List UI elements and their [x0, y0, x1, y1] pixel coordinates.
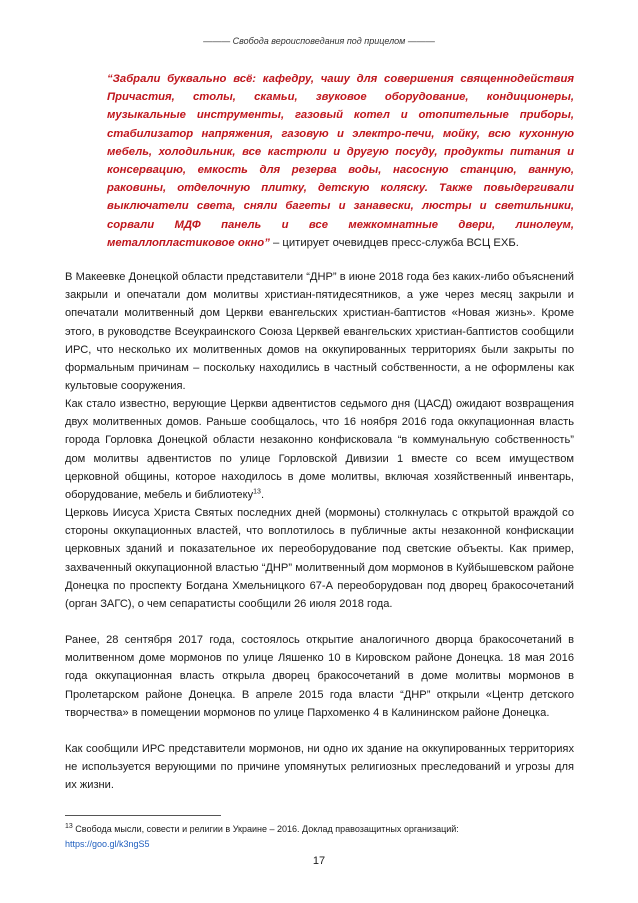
running-header: ——— Свобода вероисповедания под прицелом ——— — [203, 36, 435, 46]
footnote-number: 13 — [65, 823, 73, 830]
footnote — [65, 822, 574, 852]
quote-emphasized-text: “Забрали буквально всё: кафедру, чашу для совершения священнодействия Причастия, столы, скамьи, звуковое оборудование, кондиционеры, музыкальные инструменты, газовый котел и отопительные приборы, стабилизатор напряжения, газовую и электро-печи, мойку, всю кухонную мебель, холодильник, все кастрюли и другую посуду, продукты питания и консервацию, емкость для резерва воды, насосную станцию, ванную, раковины, отделочную плитку, детскую коляску. Также повыдергивали выключатели света, сняли багеты и занавески, люстры и светильники, сорвали МДФ панель и все межкомнатные двери, линолеум, металлопластиковое окно” — [107, 73, 574, 249]
paragraph: Как сообщили ИРС представители мормонов, ни одно их здание на оккупированных территориях не используется верующими по причине упомянутых религиозных преследований и угрозы для их жизни. — [65, 743, 574, 792]
footnote-reference[interactable]: 13 — [253, 488, 261, 496]
paragraph: Ранее, 28 сентября 2017 года, состоялось открытие аналогичного дворца бракосочетаний в молитвенном доме мормонов по улице Ляшенко 10 в Кировском районе Донецка. 18 мая 2016 года оккупационная власть открыла дворец бракосочетаний в доме молитвы мормонов в Пролетарском районе Донецка. В апреле 2015 года власти “ДНР” открыли «Центр детского творчества» в помещении мормонов по улице Пархоменко 4 в Калининском районе Донецка. — [65, 634, 574, 719]
paragraph: Церковь Иисуса Христа Святых последних дней (мормоны) столкнулась с открытой враждой со стороны оккупационных властей, что воплотилось в публичные акты незаконной конфискации церковных зданий и показательное их переоборудование под светские объекты. Как пример, захваченный оккупационной властью “ДНР” молитвенный дом мормонов в Куйбышевском районе Донецка по проспекту Богдана Хмельницкого 67-А переоборудован под дворец бракосочетаний (орган ЗАГС), о чем сепаратисты сообщили 26 июля 2018 года. — [65, 507, 574, 611]
paragraph-end-punctuation: . — [260, 489, 265, 502]
paragraph-text: Как стало известно, верующие Церкви адвентистов седьмого дня (ЦАСД) ожидают возвращения двух молитвенных домов. Раньше сообщалось, что 16 ноября 2016 года оккупационная власть города Горловка Донецкой области незаконно конфисковала “в коммунальную собственность” дом молитвы адвентистов по улице Горловской Дивизии 1 вместе со всем имуществом церковной общины, которое находилось в доме молитвы, включая хозяйственный инвентарь, оборудование, мебель и библиотеку — [65, 398, 574, 502]
footnote-divider — [65, 815, 221, 816]
paragraph — [65, 395, 574, 504]
paragraph: В Макеевке Донецкой области представители “ДНР” в июне 2018 года без каких-либо объяснений закрыли и опечатали дом молитвы христиан-пятидесятников, а уже через месяц закрыли и опечатали молитвенный дом Церкви евангельских христиан-баптистов «Новая жизнь». Кроме этого, в руководстве Всеукраинского Союза Церквей евангельских христиан-баптистов сообщили ИРС, что несколько их молитвенных домов на оккупированных территориях были закрыты по формальным причинам – поскольку находились в частный собственности, а не оформлены как культовые сооружения. — [65, 271, 574, 393]
page-number: 17 — [312, 855, 326, 867]
quote-block — [107, 70, 574, 252]
footnote-link[interactable]: https://goo.gl/k3ngS5 — [65, 839, 150, 849]
footnote-text: Свобода мысли, совести и религии в Украине – 2016. Доклад правозащитных организаций: — [72, 824, 459, 834]
quote-attribution: – цитирует очевидцев пресс-служба ВСЦ ЕХБ. — [269, 236, 519, 249]
